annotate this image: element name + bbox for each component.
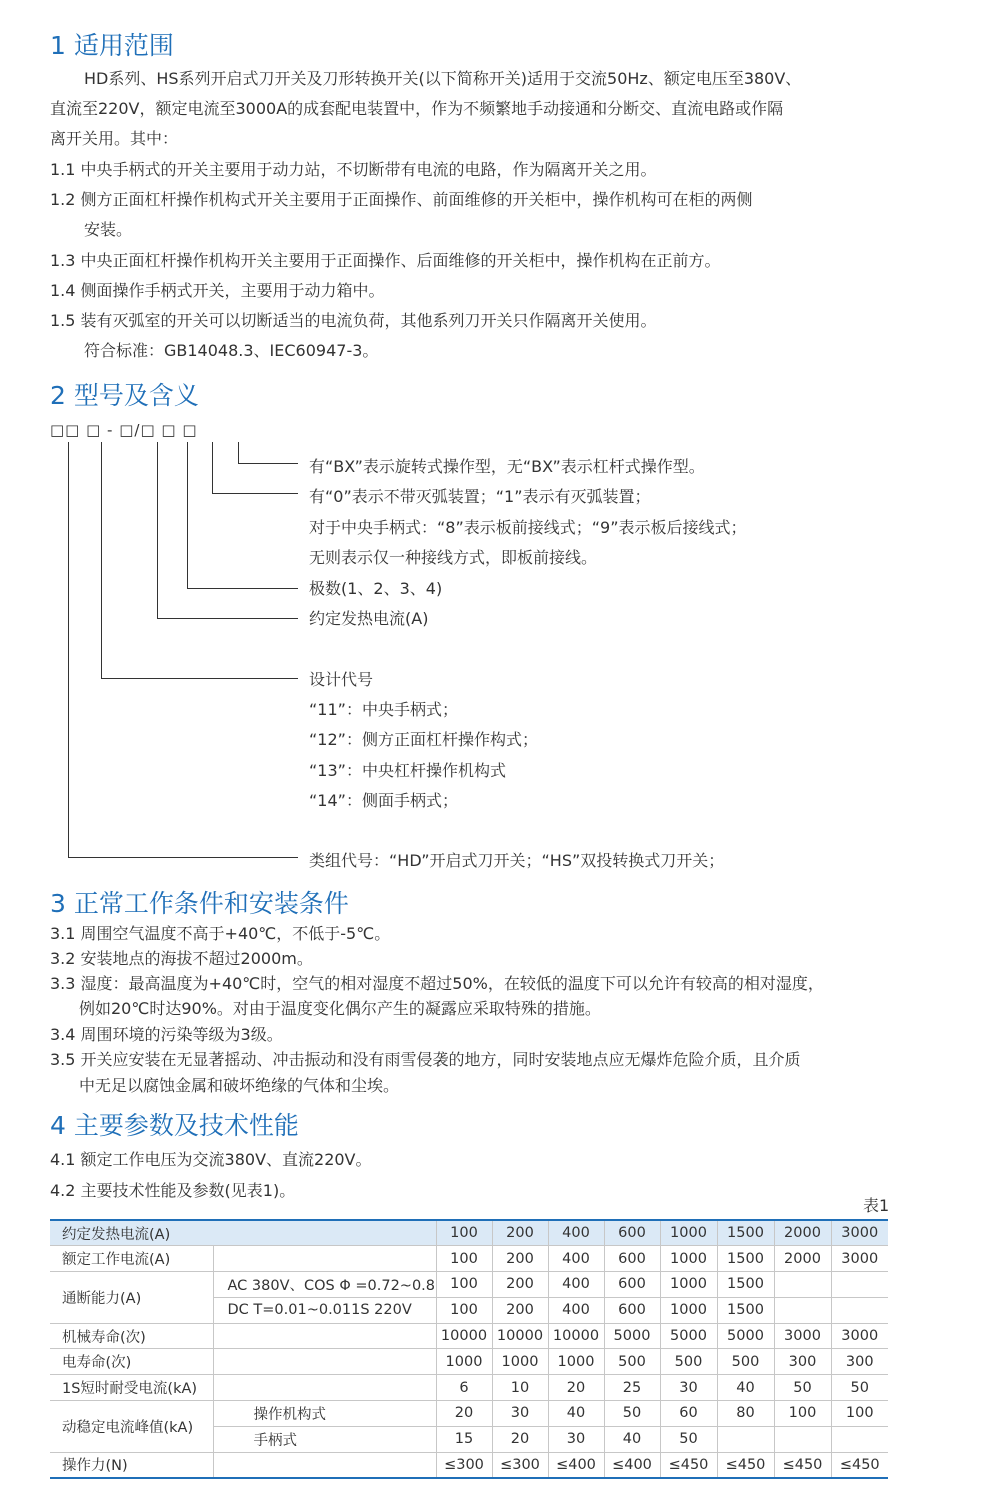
s3-line: 例如20℃时达90%。对由于温度变化偶尔产生的凝露应采取特殊的措施。 [79, 999, 601, 1018]
cell: 5000 [717, 1323, 774, 1349]
code-desc: 对于中央手柄式：“8”表示板前接线式；“9”表示板后接线式； [309, 518, 747, 537]
cell: 200 [492, 1297, 548, 1323]
cell: 50 [604, 1401, 660, 1427]
s1-line: 安装。 [84, 220, 133, 239]
leader-line [187, 588, 298, 589]
cell: 500 [717, 1349, 774, 1375]
cell: 15 [436, 1426, 492, 1452]
cell: 30 [660, 1375, 717, 1401]
cell: 100 [831, 1401, 888, 1427]
cell: 600 [604, 1246, 660, 1272]
cell: 1000 [660, 1246, 717, 1272]
cell: 3000 [831, 1323, 888, 1349]
cell: 20 [492, 1426, 548, 1452]
cell: 40 [548, 1401, 604, 1427]
s1-line: 1.1 中央手柄式的开关主要用于动力站，不切断带有电流的电路，作为隔离开关之用。 [50, 160, 657, 179]
cell: 50 [831, 1375, 888, 1401]
cell: 50 [660, 1426, 717, 1452]
code-desc: 设计代号 [309, 670, 374, 689]
cell: ≤450 [717, 1452, 774, 1478]
row-label: 通断能力(A) [50, 1272, 213, 1324]
s3-line: 3.5 开关应安装在无显著摇动、冲击振动和没有雨雪侵袭的地方，同时安装地点应无爆炸危险介质，且介质 [50, 1050, 801, 1069]
sub-label: AC 380V、COS Φ =0.72~0.8 [213, 1272, 436, 1298]
cell: 25 [604, 1375, 660, 1401]
code-desc: “11”：中央手柄式； [309, 700, 458, 719]
cell: 30 [548, 1426, 604, 1452]
cell: 1500 [717, 1297, 774, 1323]
s4-line: 4.2 主要技术性能及参数(见表1)。 [50, 1181, 296, 1200]
cell [831, 1272, 888, 1298]
s3-line: 3.4 周围环境的污染等级为3级。 [50, 1025, 283, 1044]
cell: 1000 [660, 1272, 717, 1298]
s3-line: 3.3 湿度：最高温度为+40℃时，空气的相对湿度不超过50%，在较低的温度下可以允许有较高的相对湿度， [50, 974, 824, 993]
leader-line [68, 442, 69, 858]
cell: 400 [548, 1297, 604, 1323]
row-label: 电寿命(次) [50, 1349, 213, 1375]
cell: 200 [492, 1220, 548, 1246]
cell: 60 [660, 1401, 717, 1427]
s1-line: 1.3 中央正面杠杆操作机构开关主要用于正面操作、后面维修的开关柜中，操作机构在正前方。 [50, 251, 721, 270]
cell: ≤450 [774, 1452, 831, 1478]
cell [717, 1426, 774, 1452]
cell: 600 [604, 1272, 660, 1298]
cell: 2000 [774, 1220, 831, 1246]
cell: ≤300 [492, 1452, 548, 1478]
cell: 40 [717, 1375, 774, 1401]
code-desc: 有“0”表示不带灭弧装置；“1”表示有灭弧装置； [309, 487, 651, 506]
leader-line [238, 463, 298, 464]
code-desc: 有“BX”表示旋转式操作型，无“BX”表示杠杆式操作型。 [309, 457, 705, 476]
cell: 10000 [492, 1323, 548, 1349]
code-desc: 极数(1、2、3、4) [309, 579, 443, 598]
code-desc: “12”：侧方正面杠杆操作构式； [309, 730, 538, 749]
section-3-heading: 3 正常工作条件和安装条件 [50, 889, 349, 918]
model-code-template: □□ □ - □/□ □ □ [50, 421, 198, 439]
cell: 10000 [436, 1323, 492, 1349]
sub-label: 操作机构式 [213, 1401, 436, 1427]
s1-line: 直流至220V，额定电流至3000A的成套配电装置中，作为不频繁地手动接通和分断交、直流电路或作隔 [50, 99, 784, 118]
cell [774, 1272, 831, 1298]
cell: 5000 [604, 1323, 660, 1349]
cell: 80 [717, 1401, 774, 1427]
cell: 400 [548, 1272, 604, 1298]
cell: 100 [774, 1401, 831, 1427]
s1-line: 1.4 侧面操作手柄式开关，主要用于动力箱中。 [50, 281, 385, 300]
cell: 1000 [660, 1220, 717, 1246]
s1-line: HD系列、HS系列开启式刀开关及刀形转换开关(以下简称开关)适用于交流50Hz、额定电压至380V、 [84, 69, 802, 88]
cell: 6 [436, 1375, 492, 1401]
spec-table [50, 1219, 888, 1479]
table-row [50, 1272, 888, 1298]
cell: 50 [774, 1375, 831, 1401]
code-desc: 约定发热电流(A) [309, 609, 429, 628]
cell [774, 1426, 831, 1452]
table-row [50, 1246, 888, 1272]
section-2-heading: 2 型号及含义 [50, 381, 199, 410]
cell: 300 [831, 1349, 888, 1375]
cell: 20 [548, 1375, 604, 1401]
cell: 3000 [831, 1220, 888, 1246]
leader-line [68, 857, 298, 858]
cell: 100 [436, 1220, 492, 1246]
code-desc: 无则表示仅一种接线方式，即板前接线。 [309, 548, 598, 567]
table-row [50, 1323, 888, 1349]
cell: 100 [436, 1272, 492, 1298]
leader-line [157, 618, 298, 619]
cell: 3000 [774, 1323, 831, 1349]
table-row [50, 1220, 888, 1246]
table-row [50, 1401, 888, 1427]
leader-line [101, 678, 298, 679]
cell: 400 [548, 1246, 604, 1272]
sub-label: DC T=0.01~0.011S 220V [213, 1297, 436, 1323]
leader-line [101, 442, 102, 679]
cell [774, 1297, 831, 1323]
cell: 1500 [717, 1246, 774, 1272]
cell: 5000 [660, 1323, 717, 1349]
cell: 1000 [492, 1349, 548, 1375]
row-label: 机械寿命(次) [50, 1323, 213, 1349]
cell: 1000 [660, 1297, 717, 1323]
table-row [50, 1349, 888, 1375]
cell: ≤400 [604, 1452, 660, 1478]
row-label: 1S短时耐受电流(kA) [50, 1375, 213, 1401]
section-4-heading: 4 主要参数及技术性能 [50, 1111, 299, 1140]
row-label: 操作力(N) [50, 1452, 213, 1478]
table-row [50, 1375, 888, 1401]
s1-line: 1.2 侧方正面杠杆操作机构式开关主要用于正面操作、前面维修的开关柜中，操作机构可在柜的两侧 [50, 190, 753, 209]
cell: 1000 [548, 1349, 604, 1375]
cell: ≤300 [436, 1452, 492, 1478]
section-1-heading: 1 适用范围 [50, 31, 174, 60]
leader-line [212, 442, 213, 494]
cell: 200 [492, 1246, 548, 1272]
cell: 3000 [831, 1246, 888, 1272]
leader-line [212, 493, 298, 494]
table-row [50, 1452, 888, 1478]
cell: 500 [660, 1349, 717, 1375]
row-label: 动稳定电流峰值(kA) [50, 1401, 213, 1453]
s1-line: 离开关用。其中： [50, 129, 179, 148]
cell: 1500 [717, 1220, 774, 1246]
cell: ≤450 [831, 1452, 888, 1478]
cell: 20 [436, 1401, 492, 1427]
s1-line: 符合标准：GB14048.3、IEC60947-3。 [84, 341, 379, 360]
code-desc: 类组代号：“HD”开启式刀开关；“HS”双投转换式刀开关； [309, 851, 725, 870]
cell: 600 [604, 1297, 660, 1323]
leader-line [238, 442, 239, 464]
cell: 10 [492, 1375, 548, 1401]
cell: 2000 [774, 1246, 831, 1272]
code-desc: “14”：侧面手柄式； [309, 791, 458, 810]
cell: 100 [436, 1246, 492, 1272]
leader-line [187, 442, 188, 589]
cell: 10000 [548, 1323, 604, 1349]
cell: 30 [492, 1401, 548, 1427]
cell: 1500 [717, 1272, 774, 1298]
row-label: 约定发热电流(A) [50, 1220, 213, 1246]
cell: 300 [774, 1349, 831, 1375]
s3-line: 3.1 周围空气温度不高于+40℃，不低于-5℃。 [50, 924, 391, 943]
row-label: 额定工作电流(A) [50, 1246, 213, 1272]
s3-line: 3.2 安装地点的海拔不超过2000m。 [50, 949, 313, 968]
s1-line: 1.5 装有灭弧室的开关可以切断适当的电流负荷，其他系列刀开关只作隔离开关使用。 [50, 311, 657, 330]
cell: ≤450 [660, 1452, 717, 1478]
cell [831, 1426, 888, 1452]
cell: 40 [604, 1426, 660, 1452]
s3-line: 中无足以腐蚀金属和破坏绝缘的气体和尘埃。 [79, 1076, 400, 1095]
table-caption: 表1 [863, 1196, 890, 1215]
code-desc: “13”：中央杠杆操作机构式 [309, 761, 506, 780]
s4-line: 4.1 额定工作电压为交流380V、直流220V。 [50, 1150, 372, 1169]
cell: 1000 [436, 1349, 492, 1375]
cell: 400 [548, 1220, 604, 1246]
cell: ≤400 [548, 1452, 604, 1478]
cell: 200 [492, 1272, 548, 1298]
cell [831, 1297, 888, 1323]
leader-line [157, 442, 158, 619]
cell: 500 [604, 1349, 660, 1375]
cell: 100 [436, 1297, 492, 1323]
sub-label: 手柄式 [213, 1426, 436, 1452]
cell: 600 [604, 1220, 660, 1246]
